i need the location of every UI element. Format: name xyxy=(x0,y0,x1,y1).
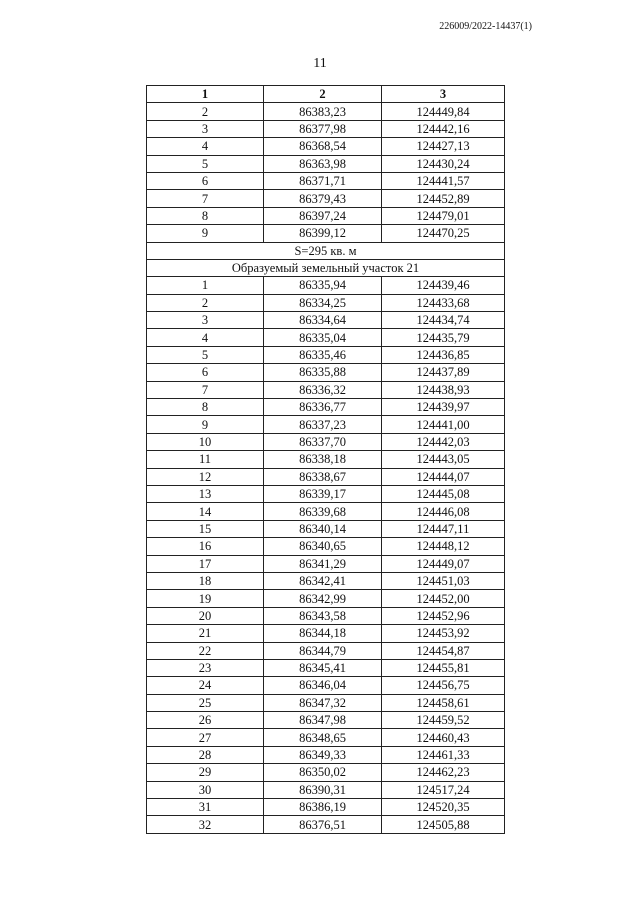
column-header: 2 xyxy=(264,86,382,103)
x-coordinate: 86338,67 xyxy=(264,468,382,485)
point-number: 26 xyxy=(147,712,264,729)
x-coordinate: 86343,58 xyxy=(264,607,382,624)
point-number: 9 xyxy=(147,225,264,242)
y-coordinate: 124441,57 xyxy=(382,172,505,189)
table-row xyxy=(147,677,505,694)
section-title: Образуемый земельный участок 21 xyxy=(147,259,505,276)
x-coordinate: 86350,02 xyxy=(264,764,382,781)
point-number: 6 xyxy=(147,364,264,381)
point-number: 13 xyxy=(147,485,264,502)
y-coordinate: 124436,85 xyxy=(382,346,505,363)
y-coordinate: 124505,88 xyxy=(382,816,505,833)
y-coordinate: 124443,05 xyxy=(382,451,505,468)
point-number: 7 xyxy=(147,190,264,207)
x-coordinate: 86386,19 xyxy=(264,799,382,816)
point-number: 31 xyxy=(147,799,264,816)
y-coordinate: 124433,68 xyxy=(382,294,505,311)
x-coordinate: 86344,18 xyxy=(264,625,382,642)
point-number: 21 xyxy=(147,625,264,642)
table-row xyxy=(147,451,505,468)
table-row xyxy=(147,503,505,520)
y-coordinate: 124453,92 xyxy=(382,625,505,642)
point-number: 11 xyxy=(147,451,264,468)
x-coordinate: 86376,51 xyxy=(264,816,382,833)
y-coordinate: 124430,24 xyxy=(382,155,505,172)
x-coordinate: 86345,41 xyxy=(264,659,382,676)
x-coordinate: 86348,65 xyxy=(264,729,382,746)
page-number: 11 xyxy=(313,56,327,71)
y-coordinate: 124452,96 xyxy=(382,607,505,624)
point-number: 22 xyxy=(147,642,264,659)
table-row xyxy=(147,364,505,381)
table-row xyxy=(147,781,505,798)
y-coordinate: 124452,89 xyxy=(382,190,505,207)
y-coordinate: 124458,61 xyxy=(382,694,505,711)
y-coordinate: 124439,46 xyxy=(382,277,505,294)
table-row xyxy=(147,103,505,120)
x-coordinate: 86341,29 xyxy=(264,555,382,572)
rows-before xyxy=(147,103,505,242)
point-number: 30 xyxy=(147,781,264,798)
y-coordinate: 124454,87 xyxy=(382,642,505,659)
y-coordinate: 124445,08 xyxy=(382,485,505,502)
x-coordinate: 86347,98 xyxy=(264,712,382,729)
area-label: S=295 кв. м xyxy=(147,242,505,259)
y-coordinate: 124459,52 xyxy=(382,712,505,729)
point-number: 20 xyxy=(147,607,264,624)
table-row xyxy=(147,225,505,242)
table-row xyxy=(147,381,505,398)
table-row xyxy=(147,764,505,781)
point-number: 4 xyxy=(147,329,264,346)
x-coordinate: 86336,77 xyxy=(264,399,382,416)
table-row xyxy=(147,642,505,659)
y-coordinate: 124479,01 xyxy=(382,207,505,224)
area-section xyxy=(147,242,505,277)
table-row xyxy=(147,520,505,537)
y-coordinate: 124470,25 xyxy=(382,225,505,242)
y-coordinate: 124461,33 xyxy=(382,746,505,763)
table-row xyxy=(147,120,505,137)
y-coordinate: 124451,03 xyxy=(382,572,505,589)
section-title-row xyxy=(147,259,505,276)
x-coordinate: 86339,68 xyxy=(264,503,382,520)
x-coordinate: 86335,94 xyxy=(264,277,382,294)
x-coordinate: 86334,25 xyxy=(264,294,382,311)
point-number: 17 xyxy=(147,555,264,572)
table-row xyxy=(147,190,505,207)
point-number: 5 xyxy=(147,346,264,363)
x-coordinate: 86383,23 xyxy=(264,103,382,120)
x-coordinate: 86340,14 xyxy=(264,520,382,537)
x-coordinate: 86349,33 xyxy=(264,746,382,763)
y-coordinate: 124460,43 xyxy=(382,729,505,746)
table-row xyxy=(147,155,505,172)
x-coordinate: 86390,31 xyxy=(264,781,382,798)
table-row xyxy=(147,746,505,763)
table-row xyxy=(147,138,505,155)
y-coordinate: 124435,79 xyxy=(382,329,505,346)
point-number: 6 xyxy=(147,172,264,189)
point-number: 5 xyxy=(147,155,264,172)
x-coordinate: 86371,71 xyxy=(264,172,382,189)
table-row xyxy=(147,468,505,485)
y-coordinate: 124447,11 xyxy=(382,520,505,537)
rows-after xyxy=(147,277,505,834)
y-coordinate: 124434,74 xyxy=(382,312,505,329)
table-row xyxy=(147,172,505,189)
table-row xyxy=(147,659,505,676)
y-coordinate: 124444,07 xyxy=(382,468,505,485)
table-row xyxy=(147,416,505,433)
table-row xyxy=(147,433,505,450)
point-number: 27 xyxy=(147,729,264,746)
table-row xyxy=(147,346,505,363)
x-coordinate: 86347,32 xyxy=(264,694,382,711)
document-id: 226009/2022-14437(1) xyxy=(439,21,532,32)
table-row xyxy=(147,607,505,624)
y-coordinate: 124446,08 xyxy=(382,503,505,520)
point-number: 2 xyxy=(147,103,264,120)
point-number: 15 xyxy=(147,520,264,537)
point-number: 23 xyxy=(147,659,264,676)
y-coordinate: 124441,00 xyxy=(382,416,505,433)
x-coordinate: 86399,12 xyxy=(264,225,382,242)
x-coordinate: 86337,70 xyxy=(264,433,382,450)
x-coordinate: 86346,04 xyxy=(264,677,382,694)
x-coordinate: 86344,79 xyxy=(264,642,382,659)
y-coordinate: 124449,84 xyxy=(382,103,505,120)
point-number: 29 xyxy=(147,764,264,781)
point-number: 19 xyxy=(147,590,264,607)
table-row xyxy=(147,799,505,816)
point-number: 32 xyxy=(147,816,264,833)
point-number: 7 xyxy=(147,381,264,398)
y-coordinate: 124437,89 xyxy=(382,364,505,381)
table-row xyxy=(147,625,505,642)
y-coordinate: 124449,07 xyxy=(382,555,505,572)
table-row xyxy=(147,329,505,346)
point-number: 12 xyxy=(147,468,264,485)
point-number: 16 xyxy=(147,538,264,555)
x-coordinate: 86368,54 xyxy=(264,138,382,155)
y-coordinate: 124517,24 xyxy=(382,781,505,798)
point-number: 14 xyxy=(147,503,264,520)
column-header: 1 xyxy=(147,86,264,103)
point-number: 2 xyxy=(147,294,264,311)
y-coordinate: 124427,13 xyxy=(382,138,505,155)
y-coordinate: 124455,81 xyxy=(382,659,505,676)
table-row xyxy=(147,294,505,311)
coordinates-table xyxy=(146,85,505,834)
x-coordinate: 86363,98 xyxy=(264,155,382,172)
y-coordinate: 124439,97 xyxy=(382,399,505,416)
point-number: 24 xyxy=(147,677,264,694)
table-row xyxy=(147,694,505,711)
x-coordinate: 86379,43 xyxy=(264,190,382,207)
y-coordinate: 124452,00 xyxy=(382,590,505,607)
x-coordinate: 86377,98 xyxy=(264,120,382,137)
point-number: 4 xyxy=(147,138,264,155)
table-row xyxy=(147,277,505,294)
x-coordinate: 86397,24 xyxy=(264,207,382,224)
y-coordinate: 124462,23 xyxy=(382,764,505,781)
y-coordinate: 124438,93 xyxy=(382,381,505,398)
x-coordinate: 86336,32 xyxy=(264,381,382,398)
x-coordinate: 86340,65 xyxy=(264,538,382,555)
x-coordinate: 86335,88 xyxy=(264,364,382,381)
table-row xyxy=(147,816,505,833)
table-row xyxy=(147,538,505,555)
table-row xyxy=(147,712,505,729)
y-coordinate: 124442,16 xyxy=(382,120,505,137)
x-coordinate: 86337,23 xyxy=(264,416,382,433)
x-coordinate: 86339,17 xyxy=(264,485,382,502)
table-row xyxy=(147,485,505,502)
area-row xyxy=(147,242,505,259)
table-row xyxy=(147,590,505,607)
point-number: 10 xyxy=(147,433,264,450)
column-header: 3 xyxy=(382,86,505,103)
point-number: 8 xyxy=(147,207,264,224)
x-coordinate: 86335,04 xyxy=(264,329,382,346)
x-coordinate: 86342,41 xyxy=(264,572,382,589)
point-number: 1 xyxy=(147,277,264,294)
table-row xyxy=(147,729,505,746)
x-coordinate: 86338,18 xyxy=(264,451,382,468)
header-row xyxy=(147,86,505,103)
table-header xyxy=(147,86,505,103)
table-row xyxy=(147,207,505,224)
point-number: 9 xyxy=(147,416,264,433)
point-number: 28 xyxy=(147,746,264,763)
point-number: 3 xyxy=(147,120,264,137)
point-number: 3 xyxy=(147,312,264,329)
x-coordinate: 86342,99 xyxy=(264,590,382,607)
y-coordinate: 124442,03 xyxy=(382,433,505,450)
y-coordinate: 124456,75 xyxy=(382,677,505,694)
point-number: 25 xyxy=(147,694,264,711)
table-row xyxy=(147,312,505,329)
y-coordinate: 124448,12 xyxy=(382,538,505,555)
table-row xyxy=(147,572,505,589)
point-number: 8 xyxy=(147,399,264,416)
x-coordinate: 86335,46 xyxy=(264,346,382,363)
table-row xyxy=(147,555,505,572)
point-number: 18 xyxy=(147,572,264,589)
x-coordinate: 86334,64 xyxy=(264,312,382,329)
table-row xyxy=(147,399,505,416)
y-coordinate: 124520,35 xyxy=(382,799,505,816)
